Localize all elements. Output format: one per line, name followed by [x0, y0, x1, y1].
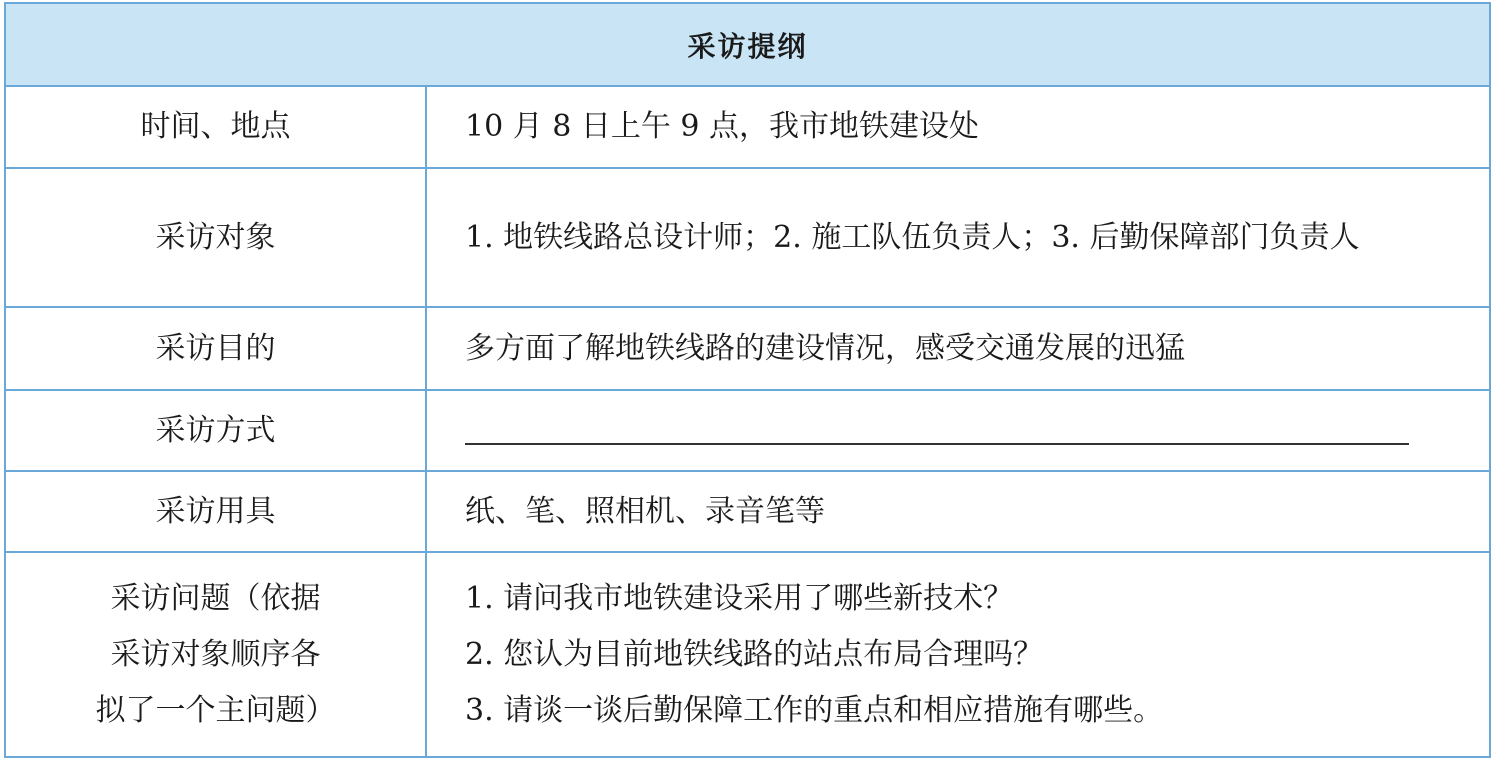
table-row-time-place: [6, 87, 1489, 169]
row-label: 采访目的: [6, 308, 427, 389]
question-item: 3. 请谈一谈后勤保障工作的重点和相应措施有哪些。: [465, 692, 1164, 728]
row-value: 1. 地铁线路总设计师；2. 施工队伍负责人；3. 后勤保障部门负责人: [465, 219, 1360, 255]
row-value: 纸、笔、照相机、录音笔等: [465, 493, 825, 529]
questions-label: [96, 571, 336, 739]
questions-label-line: 拟了一个主问题）: [95, 692, 336, 728]
question-item: 2. 您认为目前地铁线路的站点布局合理吗？: [465, 636, 1044, 672]
row-label: [6, 553, 427, 756]
table-title: 采访提纲: [687, 29, 808, 63]
table-title-row: [6, 4, 1489, 87]
row-label: 采访对象: [6, 169, 427, 306]
question-item: 1. 请问我市地铁建设采用了哪些新技术？: [465, 580, 1014, 616]
table-row-interviewees: [6, 169, 1489, 308]
questions-label-line: 采访对象顺序各: [110, 636, 321, 672]
row-value: 10 月 8 日上午 9 点，我市地铁建设处: [465, 109, 980, 144]
row-value: 多方面了解地铁线路的建设情况，感受交通发展的迅猛: [465, 330, 1185, 366]
table-row-tools: [6, 472, 1489, 553]
row-label: 采访方式: [6, 391, 427, 470]
row-label: 时间、地点: [6, 87, 427, 167]
table-row-purpose: [6, 308, 1489, 391]
questions-label-line: 采访问题（依据: [110, 580, 321, 616]
answer-blank-line[interactable]: [465, 443, 1409, 445]
row-label: 采访用具: [6, 472, 427, 551]
table-row-method: [6, 391, 1489, 472]
questions-list: [427, 553, 1489, 756]
table-row-questions: [6, 553, 1489, 756]
row-value: [427, 391, 1489, 470]
interview-outline-table: [4, 2, 1491, 758]
